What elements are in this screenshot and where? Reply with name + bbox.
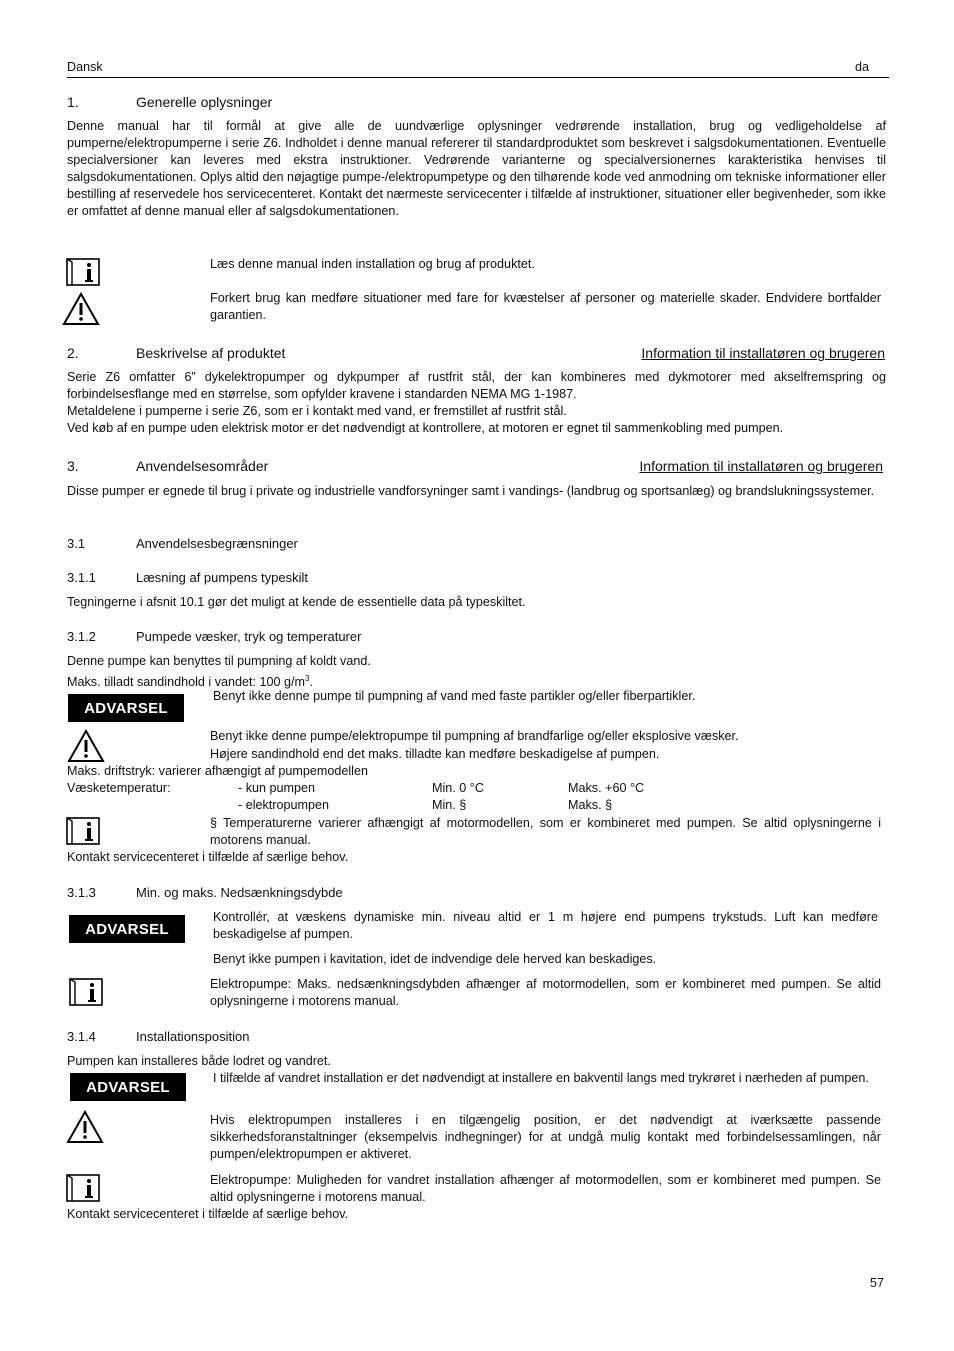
advarsel-badge: ADVARSEL xyxy=(69,915,185,943)
warning-triangle-icon xyxy=(62,292,100,326)
temperature-max: Maks. § xyxy=(568,798,613,812)
advarsel-badge: ADVARSEL xyxy=(68,694,184,722)
section1-number: 1. xyxy=(67,94,79,110)
section313-title: Min. og maks. Nedsænkningsdybde xyxy=(136,885,343,900)
section313-warning-1: Kontrollér, at væskens dynamiske min. niveau altid er 1 m højere end pumpens trykstuds. Luft kan medføre beskadigelse af pumpen. xyxy=(213,910,878,941)
section2-audience-link[interactable]: Information til installatøren og brugeren xyxy=(641,345,885,361)
section312-danger-2: Højere sandindhold end det maks. tilladte kan medføre beskadigelse af pumpen. xyxy=(210,747,660,761)
section312-warning: Benyt ikke denne pumpe til pumpning af vand med faste partikler og/eller fiberpartikler. xyxy=(213,689,696,703)
header-language-code: da xyxy=(855,60,870,74)
section314-number: 3.1.4 xyxy=(67,1029,96,1044)
temperature-label: Væsketemperatur: xyxy=(67,781,171,795)
section311-number: 3.1.1 xyxy=(67,570,96,585)
section314-line-1: Pumpen kan installeres både lodret og vandret. xyxy=(67,1054,331,1068)
section312-pressure: Maks. driftstryk: varierer afhængigt af pumpemodellen xyxy=(67,764,368,778)
section312-danger-1: Benyt ikke denne pumpe/elektropumpe til pumpning af brandfarlige og/eller eksplosive væsker. xyxy=(210,729,739,743)
contact-note: Kontakt servicecenteret i tilfælde af særlige behov. xyxy=(67,850,349,864)
section31-number: 3.1 xyxy=(67,536,86,551)
section312-line-1: Denne pumpe kan benyttes til pumpning af koldt vand. xyxy=(67,654,371,668)
manual-info-icon xyxy=(66,1174,100,1202)
warning-triangle-icon xyxy=(67,729,105,763)
section3-audience-link[interactable]: Information til installatøren og brugeren xyxy=(639,458,883,474)
section2-title: Beskrivelse af produktet xyxy=(136,345,286,361)
section311-body: Tegningerne i afsnit 10.1 gør det muligt at kende de essentielle data på typeskiltet. xyxy=(67,595,526,609)
section314-title: Installationsposition xyxy=(136,1029,250,1044)
section3-number: 3. xyxy=(67,458,79,474)
section2-paragraph-1: Serie Z6 omfatter 6” dykelektropumper og dykpumper af rustfrit stål, der kan kombineres med dykmotorer med akselfremspring og forbindelsesflange med en størrelse, som opfylder kravene i standarden NEMA MG 1-1987. xyxy=(67,370,886,401)
notice-warning: Forkert brug kan medføre situationer med fare for kvæstelser af personer og materielle skader. Endvidere bortfalder garantien. xyxy=(210,291,881,322)
contact-note: Kontakt servicecenteret i tilfælde af særlige behov. xyxy=(67,1207,349,1221)
temperature-item: - elektropumpen xyxy=(238,798,330,812)
temperature-min: Min. 0 °C xyxy=(432,781,484,795)
manual-info-icon xyxy=(66,258,100,286)
section2-paragraph-3: Ved køb af en pumpe uden elektrisk motor er det nødvendigt at kontrollere, at motoren er egnet til sammenkobling med pumpen. xyxy=(67,421,784,435)
section1-title: Generelle oplysninger xyxy=(136,94,273,110)
section3-title: Anvendelsesområder xyxy=(136,458,269,474)
section312-title: Pumpede væsker, tryk og temperaturer xyxy=(136,629,362,644)
section314-warning: I tilfælde af vandret installation er det nødvendigt at installere en bakventil langs med trykrøret i nærheden af pumpen. xyxy=(213,1071,869,1085)
temperature-min: Min. § xyxy=(432,798,467,812)
manual-info-icon xyxy=(69,978,103,1006)
header-language: Dansk xyxy=(67,60,103,74)
section1-body: Denne manual har til formål at give alle de uundværlige oplysninger vedrørende installation, brug og vedligeholdelse af pumperne/elektropumperne i serie Z6. Indholdet i denne manual refererer til standardproduktet som beskrevet i salgsdokumentationen. Eventuelle specialversioner kan leveres med ekstra instruktioner. Vedrørende varianterne og specialversionernes karakteristika henvises til salgsdokumentationen. Oplys altid den nøjagtige pumpe-/elektropumpetype og den tilhørende kode ved anmodning om tekniske informationer eller bestilling af reservedele hos servicecenteret. Kontakt det nærmeste servicecenter i tilfælde af instruktioner, situationer eller begivenheder, som ikke er omfattet af denne manual eller af salgsdokumentationen. xyxy=(67,119,886,218)
section2-number: 2. xyxy=(67,345,79,361)
section312-note: § Temperaturerne varierer afhængigt af motormodellen, som er kombineret med pumpen. Se altid oplysningerne i motorens manual. xyxy=(210,816,881,847)
section313-warning-2: Benyt ikke pumpen i kavitation, idet de indvendige dele herved kan beskadiges. xyxy=(213,952,657,966)
advarsel-badge: ADVARSEL xyxy=(70,1073,186,1101)
section313-note: Elektropumpe: Maks. nedsænkningsdybden afhænger af motormodellen, som er kombineret med pumpen. Se altid oplysningerne i motorens manual. xyxy=(210,977,881,1008)
section312-number: 3.1.2 xyxy=(67,629,96,644)
sand-limit-text: Maks. tilladt sandindhold i vandet: 100 g/m xyxy=(67,675,306,690)
sand-limit-superscript: 3 xyxy=(305,674,310,683)
notice-read-manual: Læs denne manual inden installation og brug af produktet. xyxy=(210,257,535,271)
section314-danger: Hvis elektropumpen installeres i en tilgængelig position, er det nødvendigt at iværksætte passende sikkerhedsforanstaltninger (eksempelvis indhegninger) for at undgå mulig kontakt med forbindelsessamlingen, når pumpen/elektropumpen er aktiveret. xyxy=(210,1113,881,1161)
page-number: 57 xyxy=(870,1276,885,1290)
section314-note: Elektropumpe: Muligheden for vandret installation afhænger af motormodellen, som er kombineret med pumpen. Se altid oplysningerne i motorens manual. xyxy=(210,1173,881,1204)
sand-limit-period: . xyxy=(309,675,313,690)
manual-info-icon xyxy=(66,817,100,845)
section311-title: Læsning af pumpens typeskilt xyxy=(136,570,308,585)
section313-number: 3.1.3 xyxy=(67,885,96,900)
section2-paragraph-2: Metaldelene i pumperne i serie Z6, som er i kontakt med vand, er fremstillet af rustfrit stål. xyxy=(67,404,567,418)
temperature-item: - kun pumpen xyxy=(238,781,316,795)
header-rule xyxy=(67,77,889,78)
temperature-max: Maks. +60 °C xyxy=(568,781,645,795)
warning-triangle-icon xyxy=(66,1110,104,1144)
section31-title: Anvendelsesbegrænsninger xyxy=(136,536,298,551)
section3-body: Disse pumper er egnede til brug i private og industrielle vandforsyninger samt i vandings- (landbrug og sportsanlæg) og brandslukningssystemer. xyxy=(67,484,875,498)
